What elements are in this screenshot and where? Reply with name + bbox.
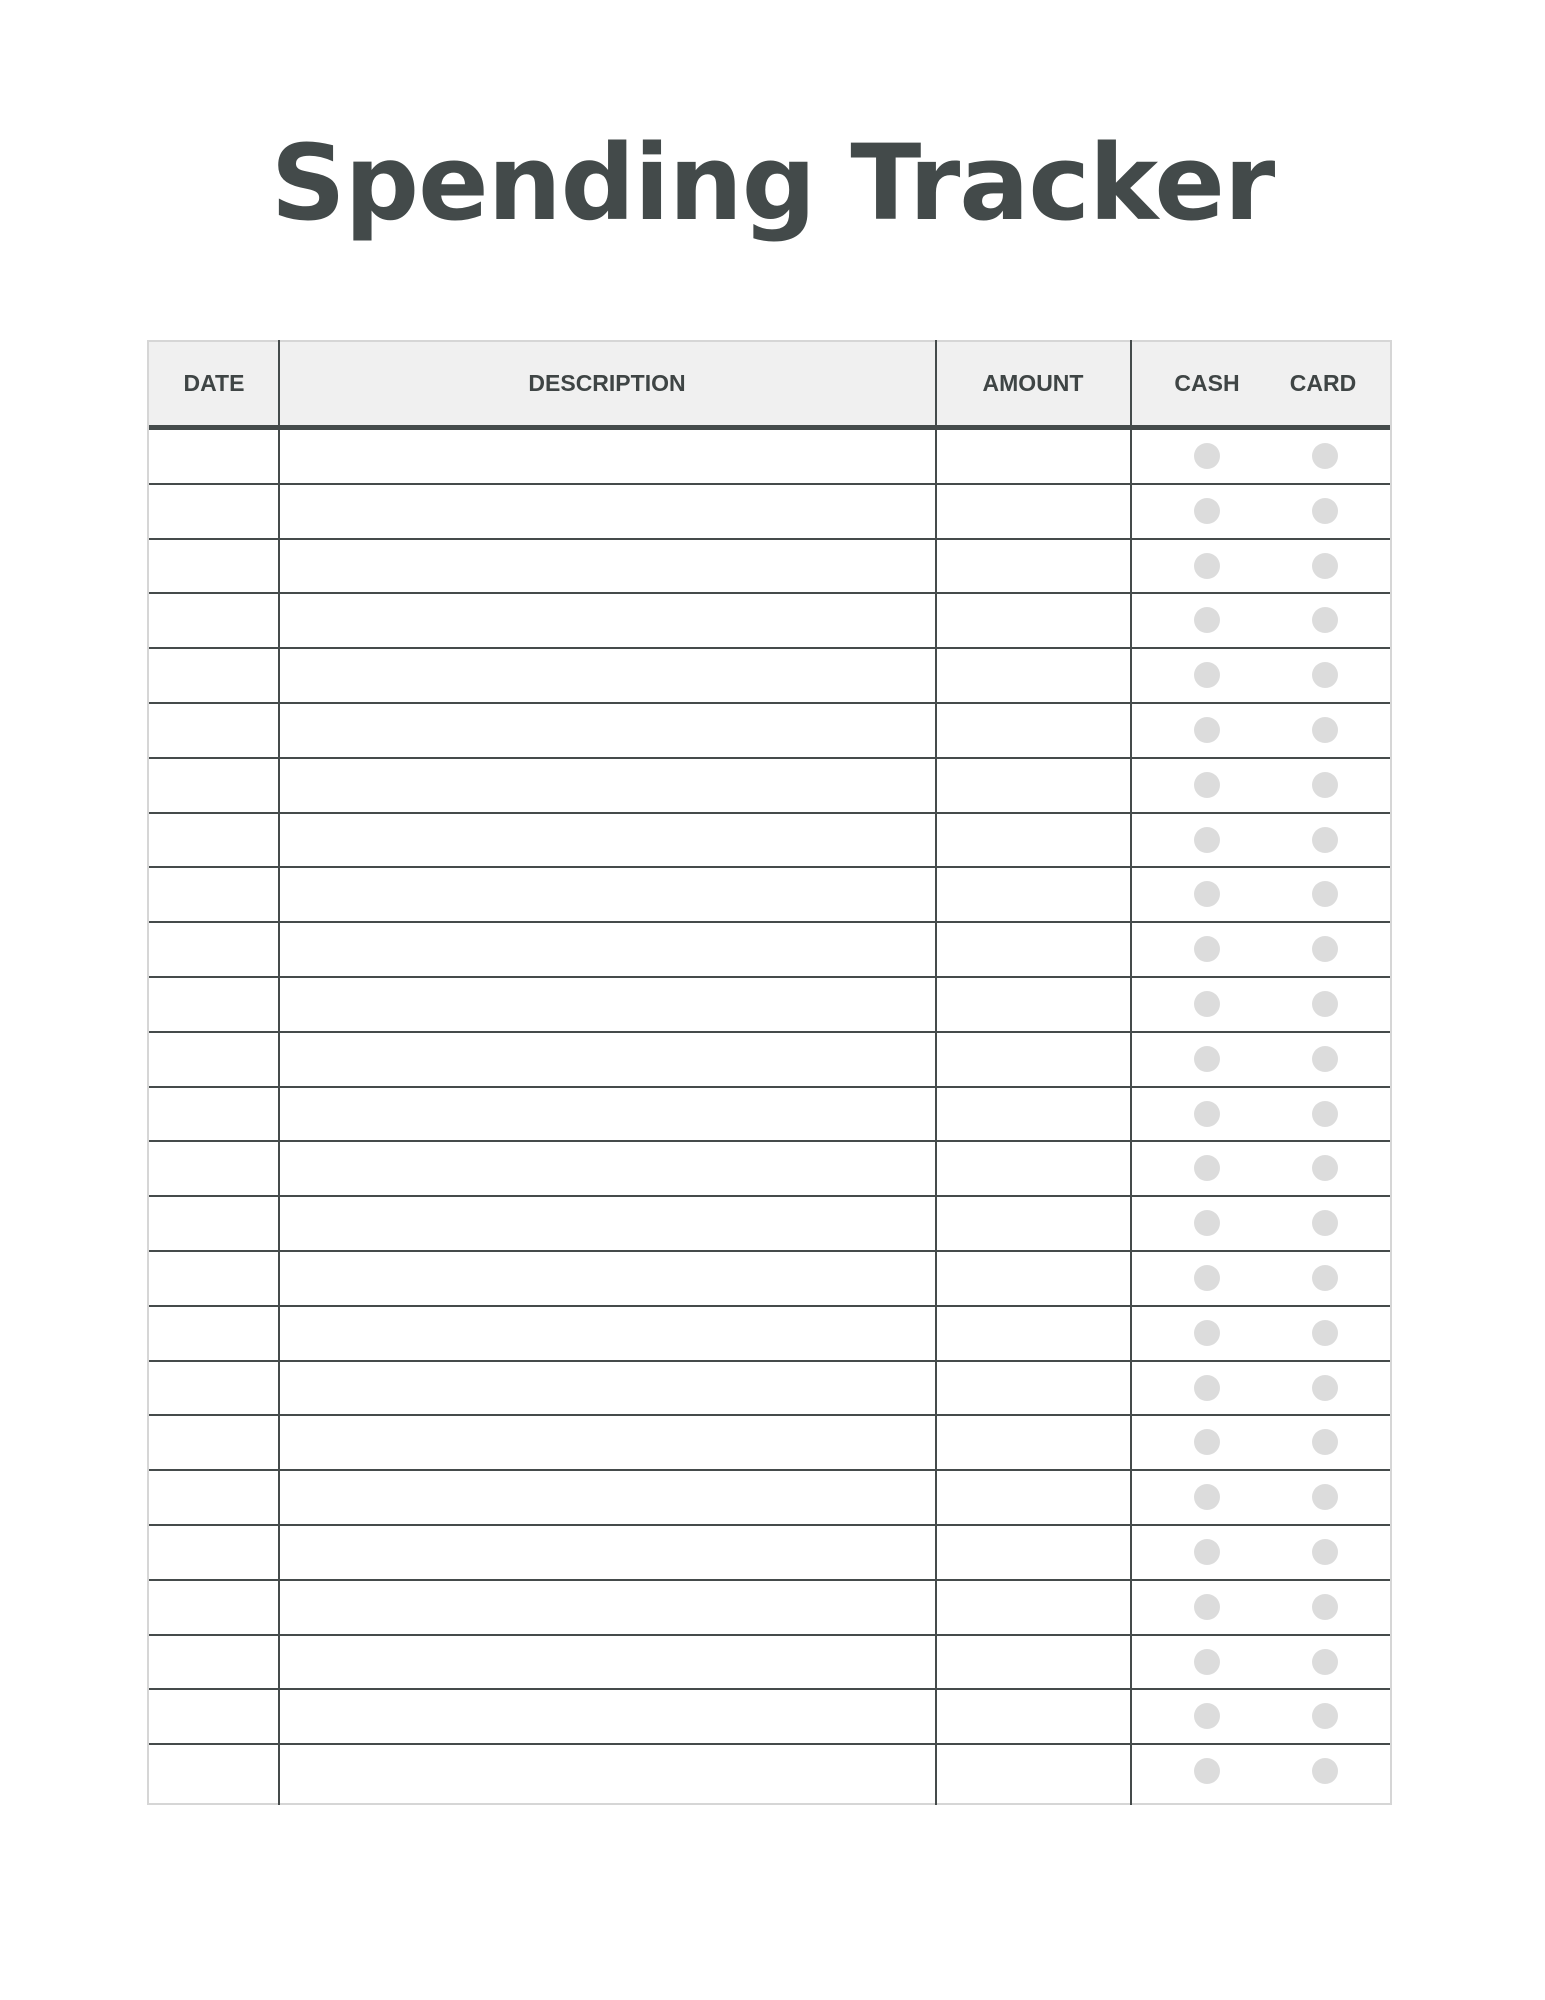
column-header-card: CARD bbox=[1289, 370, 1357, 396]
description-cell[interactable] bbox=[280, 1033, 935, 1086]
card-radio[interactable] bbox=[1312, 827, 1338, 853]
table-row bbox=[149, 1416, 1390, 1471]
amount-cell[interactable] bbox=[937, 540, 1130, 593]
date-cell[interactable] bbox=[149, 1416, 278, 1469]
date-cell[interactable] bbox=[149, 978, 278, 1031]
table-row bbox=[149, 923, 1390, 978]
cash-radio[interactable] bbox=[1194, 991, 1220, 1017]
amount-cell[interactable] bbox=[937, 1581, 1130, 1634]
description-cell[interactable] bbox=[280, 1088, 935, 1141]
card-radio[interactable] bbox=[1312, 1484, 1338, 1510]
description-cell[interactable] bbox=[280, 1471, 935, 1524]
description-cell[interactable] bbox=[280, 1252, 935, 1305]
card-radio[interactable] bbox=[1312, 1046, 1338, 1072]
card-radio[interactable] bbox=[1312, 1539, 1338, 1565]
cash-radio[interactable] bbox=[1194, 1539, 1220, 1565]
table-row bbox=[149, 594, 1390, 649]
amount-cell[interactable] bbox=[937, 1745, 1130, 1800]
description-cell[interactable] bbox=[280, 485, 935, 538]
description-cell[interactable] bbox=[280, 540, 935, 593]
card-radio[interactable] bbox=[1312, 1101, 1338, 1127]
amount-cell[interactable] bbox=[937, 1416, 1130, 1469]
description-cell[interactable] bbox=[280, 704, 935, 757]
amount-cell[interactable] bbox=[937, 1197, 1130, 1250]
date-cell[interactable] bbox=[149, 594, 278, 647]
cash-radio[interactable] bbox=[1194, 1320, 1220, 1346]
table-row bbox=[149, 814, 1390, 869]
table-row bbox=[149, 649, 1390, 704]
date-cell[interactable] bbox=[149, 1088, 278, 1141]
cash-radio[interactable] bbox=[1194, 1649, 1220, 1675]
card-radio[interactable] bbox=[1312, 1210, 1338, 1236]
table-row bbox=[149, 1636, 1390, 1691]
date-cell[interactable] bbox=[149, 485, 278, 538]
table-row bbox=[149, 868, 1390, 923]
table-header bbox=[149, 342, 1390, 430]
cash-radio[interactable] bbox=[1194, 717, 1220, 743]
card-radio[interactable] bbox=[1312, 1429, 1338, 1455]
amount-cell[interactable] bbox=[937, 430, 1130, 483]
date-cell[interactable] bbox=[149, 923, 278, 976]
description-cell[interactable] bbox=[280, 814, 935, 867]
description-cell[interactable] bbox=[280, 1142, 935, 1195]
cash-radio[interactable] bbox=[1194, 1429, 1220, 1455]
date-cell[interactable] bbox=[149, 814, 278, 867]
cash-radio[interactable] bbox=[1194, 662, 1220, 688]
cash-radio[interactable] bbox=[1194, 1703, 1220, 1729]
table-row bbox=[149, 1471, 1390, 1526]
amount-cell[interactable] bbox=[937, 594, 1130, 647]
card-radio[interactable] bbox=[1312, 1703, 1338, 1729]
amount-cell[interactable] bbox=[937, 1362, 1130, 1415]
card-radio[interactable] bbox=[1312, 881, 1338, 907]
page-title: Spending Tracker bbox=[270, 122, 1275, 244]
description-cell[interactable] bbox=[280, 923, 935, 976]
description-cell[interactable] bbox=[280, 430, 935, 483]
description-cell[interactable] bbox=[280, 1416, 935, 1469]
description-cell[interactable] bbox=[280, 1690, 935, 1743]
amount-cell[interactable] bbox=[937, 814, 1130, 867]
date-cell[interactable] bbox=[149, 1252, 278, 1305]
amount-cell[interactable] bbox=[937, 1471, 1130, 1524]
cash-radio[interactable] bbox=[1194, 1484, 1220, 1510]
card-radio[interactable] bbox=[1312, 717, 1338, 743]
amount-cell[interactable] bbox=[937, 1526, 1130, 1579]
card-radio[interactable] bbox=[1312, 443, 1338, 469]
column-header-date: DATE bbox=[183, 370, 245, 396]
table-row bbox=[149, 1033, 1390, 1088]
description-cell[interactable] bbox=[280, 759, 935, 812]
amount-cell[interactable] bbox=[937, 649, 1130, 702]
column-divider bbox=[278, 340, 280, 1805]
table-row bbox=[149, 1252, 1390, 1307]
amount-cell[interactable] bbox=[937, 704, 1130, 757]
table-row bbox=[149, 1307, 1390, 1362]
date-cell[interactable] bbox=[149, 649, 278, 702]
cash-radio[interactable] bbox=[1194, 1155, 1220, 1181]
date-cell[interactable] bbox=[149, 704, 278, 757]
date-cell[interactable] bbox=[149, 1471, 278, 1524]
table-row bbox=[149, 540, 1390, 595]
cash-radio[interactable] bbox=[1194, 827, 1220, 853]
card-radio[interactable] bbox=[1312, 1265, 1338, 1291]
amount-cell[interactable] bbox=[937, 485, 1130, 538]
cash-radio[interactable] bbox=[1194, 1375, 1220, 1401]
amount-cell[interactable] bbox=[937, 1690, 1130, 1743]
amount-cell[interactable] bbox=[937, 978, 1130, 1031]
table-row bbox=[149, 759, 1390, 814]
card-radio[interactable] bbox=[1312, 991, 1338, 1017]
description-cell[interactable] bbox=[280, 1362, 935, 1415]
card-radio[interactable] bbox=[1312, 498, 1338, 524]
date-cell[interactable] bbox=[149, 1636, 278, 1689]
column-header-cash: CASH bbox=[1174, 370, 1240, 396]
table-row bbox=[149, 1142, 1390, 1197]
table-row bbox=[149, 1197, 1390, 1252]
card-radio[interactable] bbox=[1312, 1758, 1338, 1784]
card-radio[interactable] bbox=[1312, 1375, 1338, 1401]
description-cell[interactable] bbox=[280, 1581, 935, 1634]
cash-radio[interactable] bbox=[1194, 1594, 1220, 1620]
amount-cell[interactable] bbox=[937, 1088, 1130, 1141]
amount-cell[interactable] bbox=[937, 759, 1130, 812]
amount-cell[interactable] bbox=[937, 1142, 1130, 1195]
date-cell[interactable] bbox=[149, 1033, 278, 1086]
amount-cell[interactable] bbox=[937, 1252, 1130, 1305]
cash-radio[interactable] bbox=[1194, 553, 1220, 579]
cash-radio[interactable] bbox=[1194, 498, 1220, 524]
table-row bbox=[149, 485, 1390, 540]
amount-cell[interactable] bbox=[937, 1307, 1130, 1360]
card-radio[interactable] bbox=[1312, 772, 1338, 798]
date-cell[interactable] bbox=[149, 759, 278, 812]
description-cell[interactable] bbox=[280, 594, 935, 647]
cash-radio[interactable] bbox=[1194, 443, 1220, 469]
table-row bbox=[149, 1526, 1390, 1581]
card-radio[interactable] bbox=[1312, 1649, 1338, 1675]
date-cell[interactable] bbox=[149, 540, 278, 593]
spending-table bbox=[147, 340, 1392, 1805]
column-header-description: DESCRIPTION bbox=[528, 370, 686, 396]
card-radio[interactable] bbox=[1312, 1155, 1338, 1181]
description-cell[interactable] bbox=[280, 1197, 935, 1250]
date-cell[interactable] bbox=[149, 1142, 278, 1195]
description-cell[interactable] bbox=[280, 978, 935, 1031]
cash-radio[interactable] bbox=[1194, 772, 1220, 798]
amount-cell[interactable] bbox=[937, 1636, 1130, 1689]
table-row bbox=[149, 1690, 1390, 1745]
table-row bbox=[149, 704, 1390, 759]
table-row bbox=[149, 430, 1390, 485]
cash-radio[interactable] bbox=[1194, 881, 1220, 907]
column-header-amount: AMOUNT bbox=[982, 370, 1084, 396]
table-row bbox=[149, 1745, 1390, 1800]
date-cell[interactable] bbox=[149, 1197, 278, 1250]
date-cell[interactable] bbox=[149, 1581, 278, 1634]
table-body bbox=[149, 430, 1390, 1800]
table-row bbox=[149, 1088, 1390, 1143]
description-cell[interactable] bbox=[280, 868, 935, 921]
description-cell[interactable] bbox=[280, 1745, 935, 1800]
table-row bbox=[149, 978, 1390, 1033]
date-cell[interactable] bbox=[149, 1745, 278, 1800]
description-cell[interactable] bbox=[280, 1526, 935, 1579]
card-radio[interactable] bbox=[1312, 936, 1338, 962]
date-cell[interactable] bbox=[149, 1690, 278, 1743]
date-cell[interactable] bbox=[149, 1526, 278, 1579]
date-cell[interactable] bbox=[149, 1307, 278, 1360]
table-row bbox=[149, 1362, 1390, 1417]
description-cell[interactable] bbox=[280, 1636, 935, 1689]
table-row bbox=[149, 1581, 1390, 1636]
card-radio[interactable] bbox=[1312, 553, 1338, 579]
cash-radio[interactable] bbox=[1194, 1758, 1220, 1784]
amount-cell[interactable] bbox=[937, 923, 1130, 976]
cash-radio[interactable] bbox=[1194, 1101, 1220, 1127]
card-radio[interactable] bbox=[1312, 662, 1338, 688]
column-divider bbox=[1130, 340, 1132, 1805]
cash-radio[interactable] bbox=[1194, 607, 1220, 633]
cash-radio[interactable] bbox=[1194, 1210, 1220, 1236]
date-cell[interactable] bbox=[149, 430, 278, 483]
card-radio[interactable] bbox=[1312, 607, 1338, 633]
description-cell[interactable] bbox=[280, 1307, 935, 1360]
cash-radio[interactable] bbox=[1194, 1265, 1220, 1291]
amount-cell[interactable] bbox=[937, 868, 1130, 921]
date-cell[interactable] bbox=[149, 868, 278, 921]
card-radio[interactable] bbox=[1312, 1594, 1338, 1620]
card-radio[interactable] bbox=[1312, 1320, 1338, 1346]
amount-cell[interactable] bbox=[937, 1033, 1130, 1086]
cash-radio[interactable] bbox=[1194, 1046, 1220, 1072]
description-cell[interactable] bbox=[280, 649, 935, 702]
date-cell[interactable] bbox=[149, 1362, 278, 1415]
cash-radio[interactable] bbox=[1194, 936, 1220, 962]
column-divider bbox=[935, 340, 937, 1805]
